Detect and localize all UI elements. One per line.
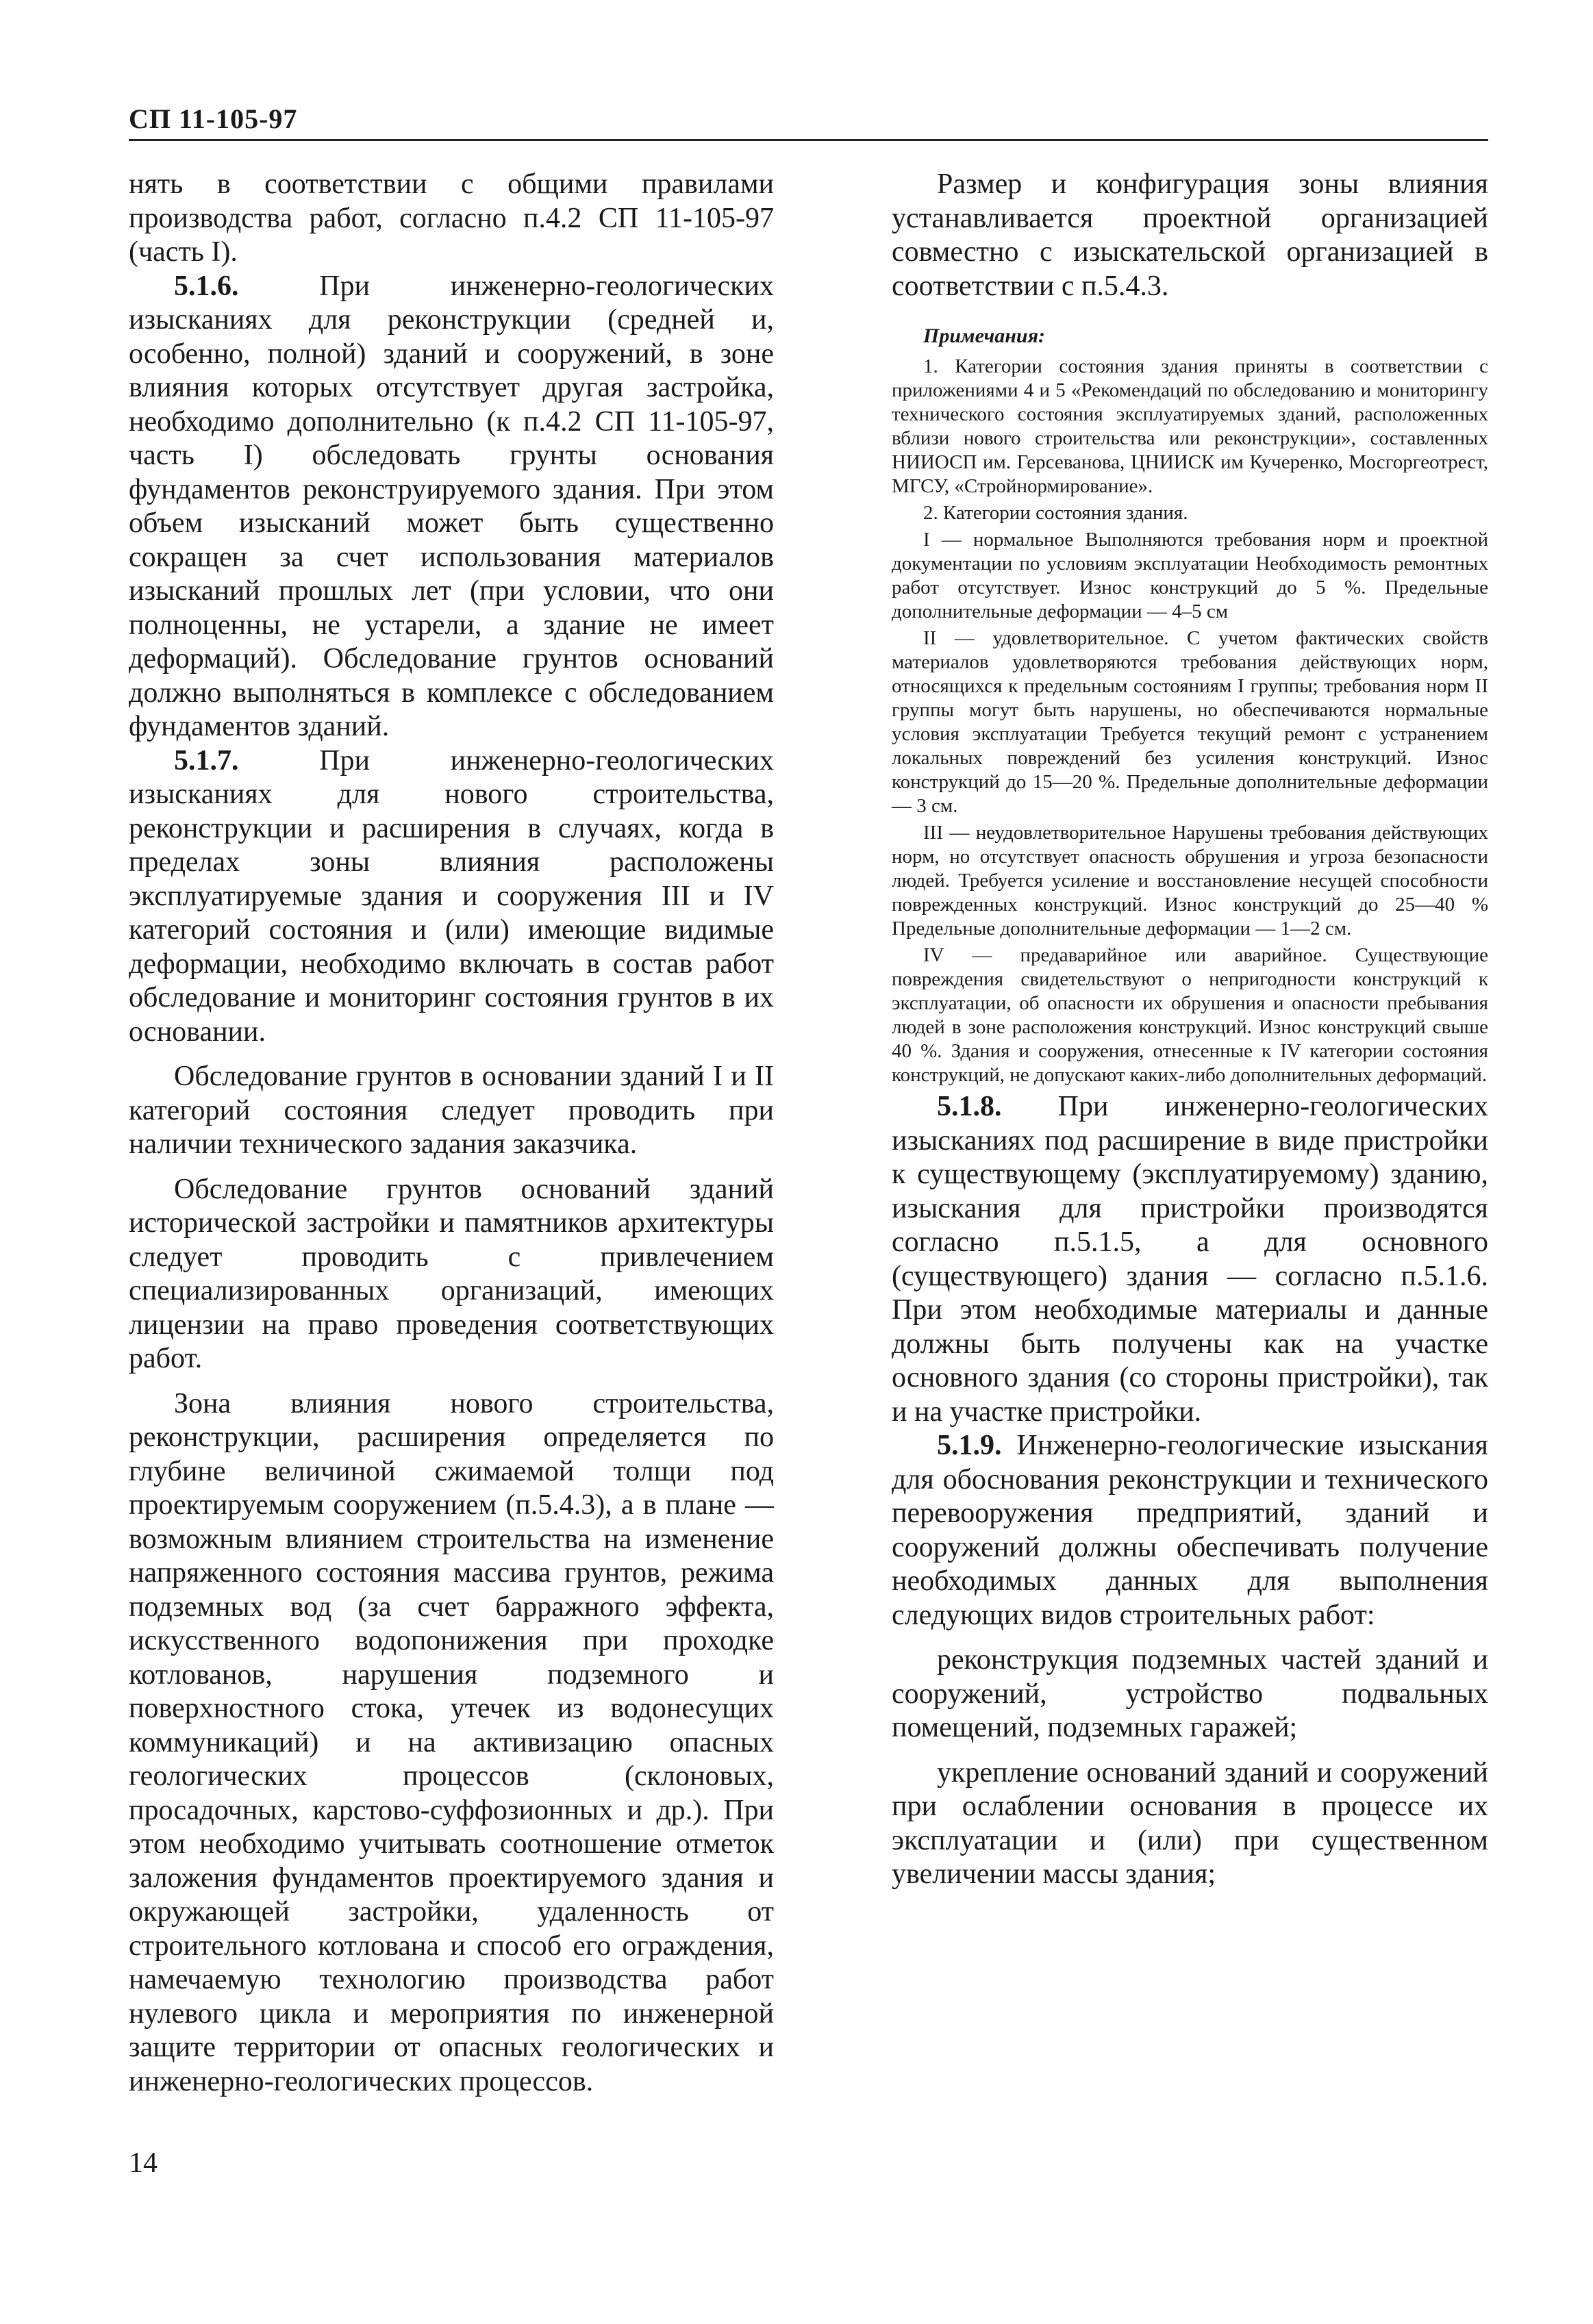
paragraph-text: При инженерно-геологических изысканиях для нового строительства, реконструкции и расширения в случаях, когда в пределах зоны влияния расположены эксплуатируемые здания и сооружения III и IV категорий состояния и (или) имеющие видимые деформации, необходимо включать в состав работ обследование и мониторинг состояния грунтов в их основании. (129, 744, 774, 1048)
paragraph-text: Инженерно-геологические изыскания для обоснования реконструкции и технического перевооружения предприятий, зданий и сооружений должны обеспечивать получение необходимых данных для выполнения следующих видов строительных работ: (892, 1430, 1488, 1631)
notes-title: Примечания: (923, 325, 1046, 347)
section-number: 5.1.8. (937, 1091, 1002, 1122)
paragraph-5-1-7 (129, 744, 774, 1050)
section-number: 5.1.6. (174, 270, 239, 302)
header-rule (129, 139, 1488, 141)
notes-block (892, 324, 1488, 1087)
paragraph-zone-size: Размер и конфигурация зоны влияния устанавливается проектной организацией совместно с изыскательской организацией в соответствии с п.5.4.3. (892, 168, 1488, 302)
note-item: IV — предаварийное или аварийное. Существующие повреждения свидетельствуют о непригодности конструкций к эксплуатации, об опасности их обрушения и опасности пребывания людей в зоне расположения конструкций. Износ конструкций свыше 40 %. Здания и сооружения, отнесенные к IV категории состояния конструкций, не допускают каких-либо дополнительных деформаций. (892, 944, 1488, 1086)
paragraph-survey-i-ii: Обследование грунтов в основании зданий I и II категорий состояния следует проводить при наличии технического задания заказчика. (129, 1061, 774, 1160)
note-item: III — неудовлетворительное Нарушены требования действующих норм, но отсутствует опасность обрушения и угроза безопасности людей. Требуется усиление и восстановление несущей способности поврежденных конструкций. Износ конструкций до 25—40 % Предельные дополнительные деформации — 1—2 см. (892, 822, 1488, 939)
section-number: 5.1.7. (174, 744, 239, 776)
page-number: 14 (129, 2147, 158, 2179)
right-column (892, 168, 1488, 1892)
paragraph-historic-buildings: Обследование грунтов оснований зданий исторической застройки и памятников архитектуры следует проводить с привлечением специализированных организаций, имеющих лицензии на право проведения соответствующих работ. (129, 1173, 774, 1374)
note-item: 1. Категории состояния здания приняты в соответствии с приложениями 4 и 5 «Рекомендаций по обследованию и мониторингу технического состояния эксплуатируемых зданий, расположенных вблизи нового строительства или реконструкции», составленных НИИОСП им. Герсеванова, ЦНИИСК им Кучеренко, Мосгоргеотрест, МГСУ, «Стройнормирование». (892, 355, 1488, 497)
paragraph-5-1-9 (892, 1429, 1488, 1632)
paragraph-text: При инженерно-геологических изысканиях для реконструкции (средней и, особенно, полной) зданий и сооружений, в зоне влияния которых отсутствует другая застройка, необходимо дополнительно (к п.4.2 СП 11-105-97, часть I) обследовать грунты основания фундаментов реконструируемого здания. При этом объем изысканий может быть существенно сокращен за счет использования материалов изысканий прошлых лет (при условии, что они полноценны, не устарели, а здание не имеет деформаций). Обследование грунтов оснований должно выполняться в комплексе с обследованием фундаментов зданий. (129, 270, 774, 742)
paragraph-5-1-8 (892, 1090, 1488, 1429)
note-item: I — нормальное Выполняются требования норм и проектной документации по условиям эксплуатации Необходимость ремонтных работ отсутствует. Износ конструкций до 5 %. Предельные дополнительные деформации — 4–5 см (892, 529, 1488, 622)
paragraph-5-1-6 (129, 270, 774, 744)
list-item: укрепление оснований зданий и сооружений при ослаблении основания в процессе их эксплуатации и (или) при существенном увеличении массы здания; (892, 1756, 1488, 1890)
document-code-header: СП 11-105-97 (129, 103, 298, 134)
note-item: 2. Категории состояния здания. (923, 502, 1188, 524)
list-item: реконструкция подземных частей зданий и сооружений, устройство подвальных помещений, подземных гаражей; (892, 1644, 1488, 1743)
note-item: II — удовлетворительное. С учетом фактических свойств материалов удовлетворяются требования действующих норм, относящихся к предельным состояниям I группы; требования норм II группы могут быть нарушены, но обеспечиваются нормальные условия эксплуатации Требуется текущий ремонт с устранением локальных повреждений без усиления конструкций. Износ конструкций до 15—20 %. Предельные дополнительные деформации — 3 см. (892, 627, 1488, 817)
paragraph-continuation: нять в соответствии с общими правилами производства работ, согласно п.4.2 СП 11-105-97 (часть I). (129, 168, 774, 268)
paragraph-influence-zone: Зона влияния нового строительства, реконструкции, расширения определяется по глубине величиной сжимаемой толщи под проектируемым сооружением (п.5.4.3), а в плане — возможным влиянием строительства на изменение напряженного состояния массива грунтов, режима подземных вод (за счет барражного эффекта, искусственного водопонижения при проходке котлованов, нарушения подземного и поверхностного стока, утечек из водонесущих коммуникаций) и на активизацию опасных геологических процессов (склоновых, просадочных, карстово-суффозионных и др.). При этом необходимо учитывать соотношение отметок заложения фундаментов проектируемого здания и окружающей застройки, удаленность от строительного котлована и способ его ограждения, намечаемую технологию производства работ нулевого цикла и мероприятия по инженерной защите территории от опасных геологических и инженерно-геологических процессов. (129, 1387, 774, 2097)
paragraph-text: При инженерно-геологических изысканиях под расширение в виде пристройки к существующему (эксплуатируемому) зданию, изыскания для пристройки производятся согласно п.5.1.5, а для основного (существующего) здания — согласно п.5.1.6. При этом необходимые материалы и данные должны быть получены как на участке основного здания (со стороны пристройки), так и на участке пристройки. (892, 1091, 1488, 1428)
section-number: 5.1.9. (937, 1430, 1002, 1461)
left-column (129, 168, 774, 2099)
